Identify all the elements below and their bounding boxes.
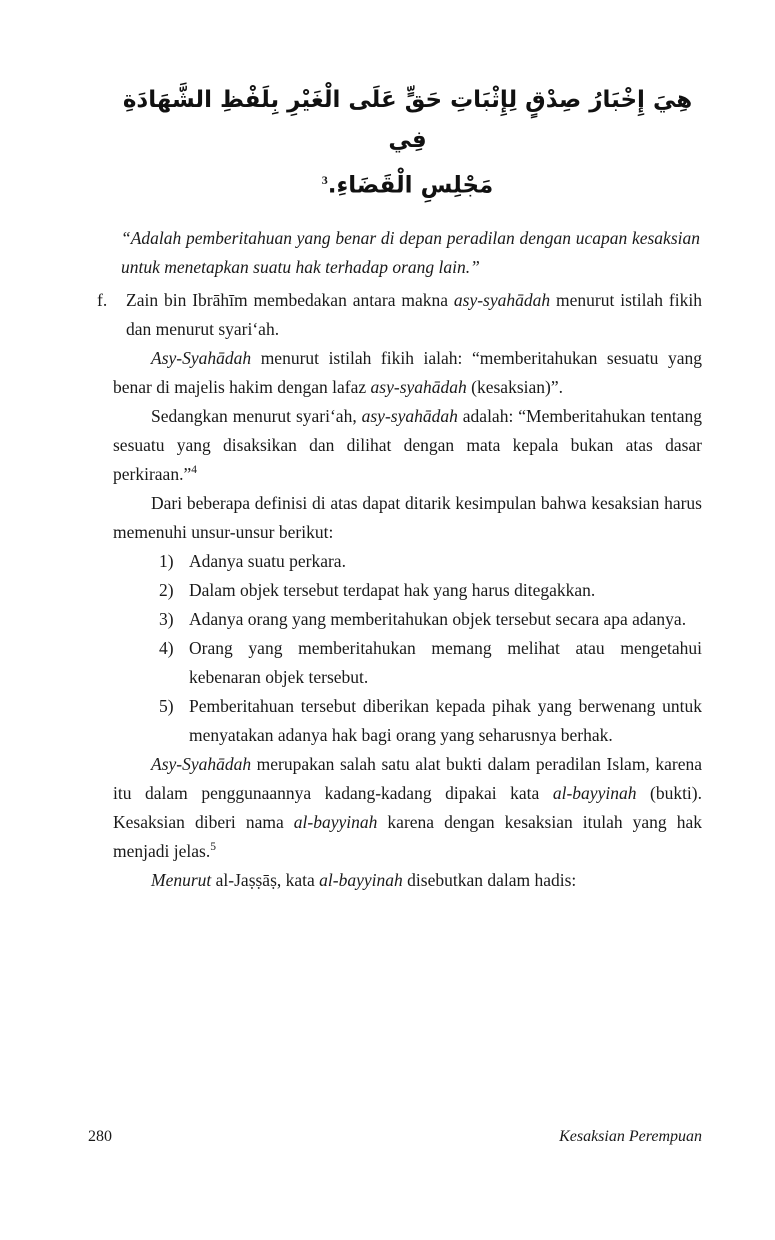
page-number: 280 [88,1128,112,1145]
running-title: Kesaksian Perempuan [559,1128,702,1145]
list-item [159,692,702,750]
list-item-text: Dalam objek tersebut terdapat hak yang harus ditegakkan. [189,579,596,600]
list-item-marker: 4) [159,637,174,658]
numbered-list [159,547,702,750]
paragraph-syariah: Sedangkan menurut syari‘ah, asy-syahādah adalah: “Memberitahukan tentang sesuatu yang disaksikan dan dilihat dengan mata kepala bukan atas dasar perkiraan.”$^4$ [113,405,702,484]
translation-quote: “Adalah pemberitahuan yang benar di depan peradilan dengan ucapan kesaksian untuk menetapkan suatu hak terhadap orang lain.” [121,227,700,277]
list-item [159,547,702,576]
arabic-definition [113,80,702,206]
footnote-marker-3: 3 [321,173,328,187]
paragraph-jassas: Menurut al-Jaṣṣāṣ, kata al-bayyinah disebutkan dalam hadis: [151,869,577,890]
list-item [159,634,702,692]
arabic-line-2: مَجْلِسِ الْقَضَاءِ‏.$^3$ [321,172,494,199]
list-item-marker: 3) [159,608,174,629]
paragraph-kesimpulan: Dari beberapa definisi di atas dapat ditarik kesimpulan bahwa kesaksian harus memenuhi unsur-unsur berikut: [113,492,702,542]
arabic-line-2-text: مَجْلِسِ الْقَضَاءِ [336,172,494,199]
arabic-line-1: هِيَ إِخْبَارُ صِدْقٍ لِإِثْبَاتِ حَقٍّ عَلَى الْغَيْرِ بِلَفْظِ الشَّهَادَةِ فِي [122,87,693,153]
list-item-text: Adanya orang yang memberitahukan objek tersebut secara apa adanya. [189,608,687,629]
list-item-text: Pemberitahuan tersebut diberikan kepada pihak yang berwenang untuk menyatakan adanya hak bagi orang yang seharusnya berhak. [189,695,702,745]
list-item [159,605,702,634]
list-item-text: Orang yang memberitahukan memang melihat atau mengetahui kebenaran objek tersebut. [189,637,702,687]
list-item [159,576,702,605]
list-item-marker: 5) [159,695,174,716]
outline-item-f [97,286,702,344]
paragraph-alat-bukti: Asy-Syahādah merupakan salah satu alat bukti dalam peradilan Islam, karena itu dalam penggunaannya kadang-kadang dipakai kata al-bayyinah (bukti). Kesaksian diberi nama al-bayyinah karena dengan kesaksian itulah yang hak menjadi jelas.$^5$ [113,753,702,861]
page-content [97,80,702,895]
outline-item-f-marker: f. [97,289,108,310]
list-item-text: Adanya suatu perkara. [189,550,346,571]
list-item-marker: 2) [159,579,174,600]
paragraph-fikih: Asy-Syahādah menurut istilah fikih ialah: “memberitahukan sesuatu yang benar di majelis hakim dengan lafaz asy-syahādah (kesaksian)”. [113,347,702,397]
list-item-marker: 1) [159,550,174,571]
outline-item-f-text: Zain bin Ibrāhīm membedakan antara makna asy-syahādah menurut istilah fikih dan menurut syari‘ah. [126,289,702,339]
